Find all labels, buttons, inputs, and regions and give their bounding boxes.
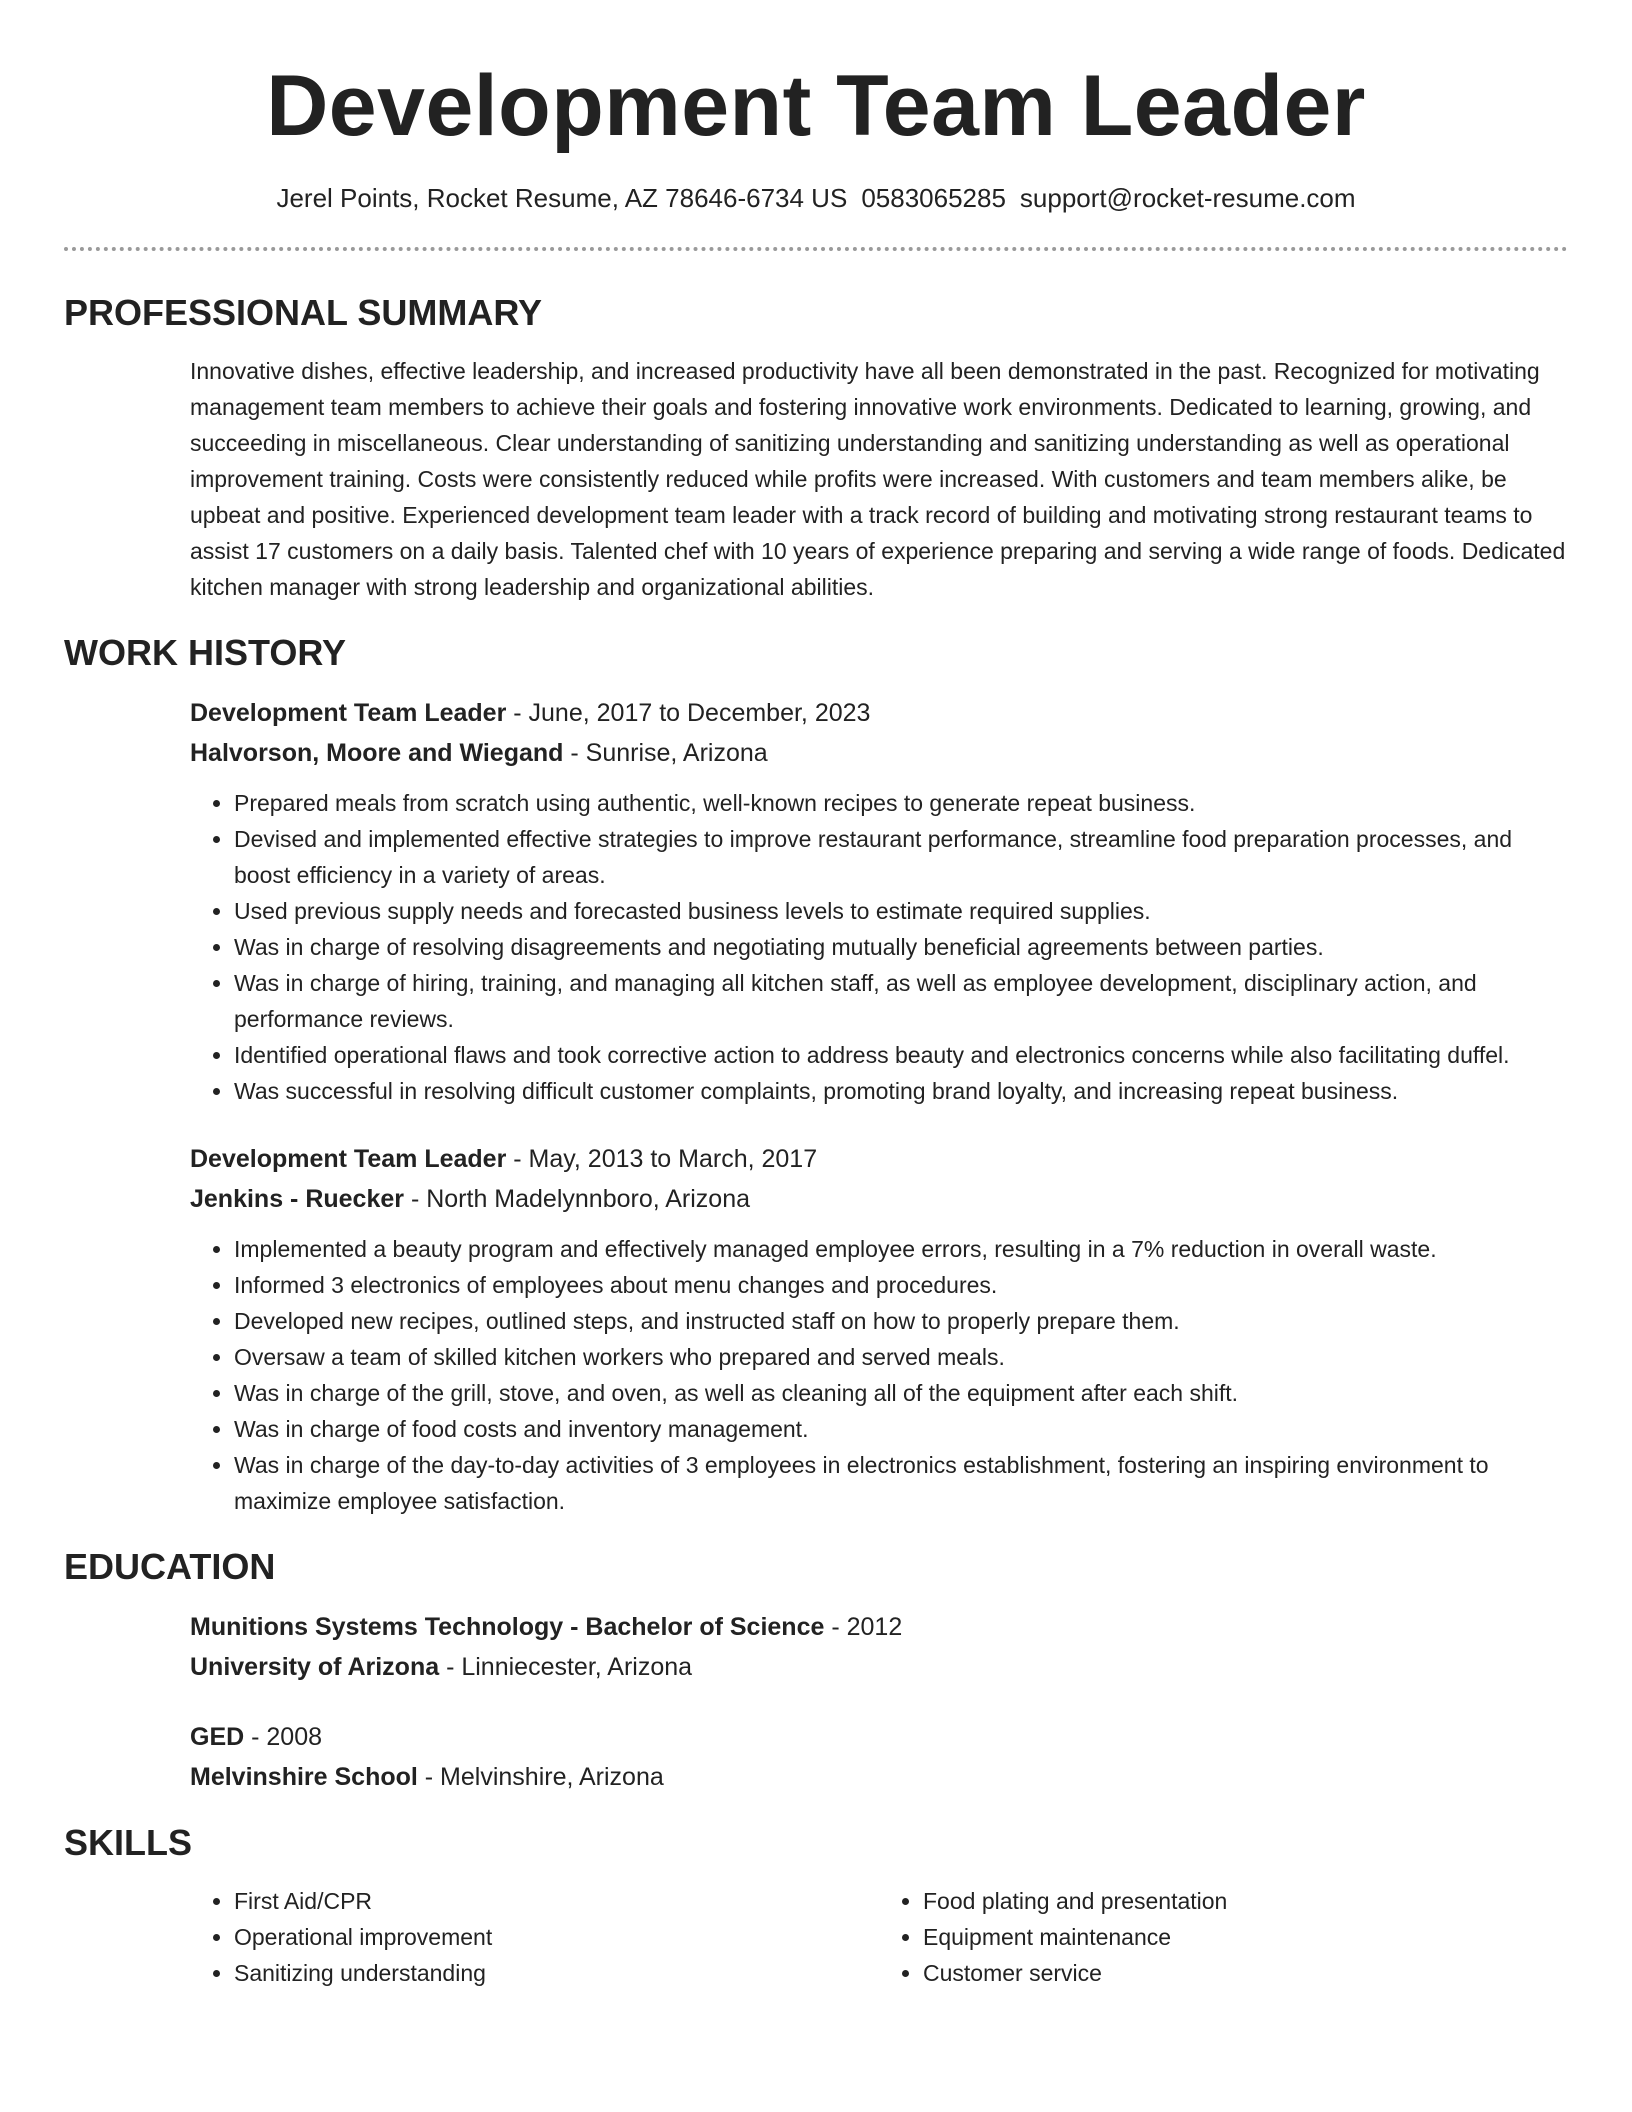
- job-bullet: • Implemented a beauty program and effectively managed employee errors, resulting in a 7% reduction in overall waste.: [234, 1231, 1568, 1267]
- job-title-line: [190, 1139, 1568, 1179]
- job-bullet: • Oversaw a team of skilled kitchen workers who prepared and served meals.: [234, 1339, 1568, 1375]
- job-bullet: • Was in charge of the day-to-day activities of 3 employees in electronics establishment, fostering an inspiring environment to maximize employee satisfaction.: [234, 1447, 1568, 1519]
- education-school-line: [190, 1647, 1568, 1687]
- job-bullet: • Was in charge of the grill, stove, and oven, as well as cleaning all of the equipment after each shift.: [234, 1375, 1568, 1411]
- job-bullet: • Identified operational flaws and took corrective action to address beauty and electronics concerns while also facilitating duffel.: [234, 1037, 1568, 1073]
- job-bullet: • Developed new recipes, outlined steps, and instructed staff on how to properly prepare them.: [234, 1303, 1568, 1339]
- education-year: - 2008: [244, 1723, 323, 1751]
- education-degree: GED: [190, 1723, 245, 1751]
- contact-email: support@rocket-resume.com: [1019, 183, 1356, 213]
- job-location: - Sunrise, Arizona: [563, 739, 768, 767]
- education-degree-line: [190, 1717, 1568, 1757]
- job-entry: [190, 1139, 1568, 1519]
- education-entry: [190, 1717, 1568, 1797]
- job-bullets: [190, 1231, 1568, 1519]
- section-title-skills: SKILLS: [64, 1822, 193, 1863]
- contact-line: [64, 182, 1568, 214]
- job-dates: - May, 2013 to March, 2017: [506, 1145, 818, 1173]
- job-dates: - June, 2017 to December, 2023: [506, 699, 871, 727]
- skills-section: [190, 1883, 1568, 1991]
- job-bullet: • Informed 3 electronics of employees about menu changes and procedures.: [234, 1267, 1568, 1303]
- job-position: Development Team Leader: [190, 1145, 507, 1173]
- education-degree-line: [190, 1607, 1568, 1647]
- education-year: - 2012: [824, 1613, 903, 1641]
- education-degree: Munitions Systems Technology - Bachelor of Science: [190, 1613, 825, 1641]
- job-entry: [190, 693, 1568, 1109]
- contact-phone: 0583065285: [861, 183, 1006, 213]
- education-entry: [190, 1607, 1568, 1687]
- education-school-line: [190, 1757, 1568, 1797]
- job-location: - North Madelynnboro, Arizona: [404, 1185, 751, 1213]
- section-title-work: WORK HISTORY: [64, 632, 347, 673]
- education-school: Melvinshire School: [190, 1763, 418, 1791]
- skill-item: • First Aid/CPR: [234, 1883, 879, 1919]
- resume-title: Development Team Leader: [266, 58, 1366, 154]
- job-bullet: • Prepared meals from scratch using authentic, well-known recipes to generate repeat business.: [234, 785, 1568, 821]
- job-bullet: • Used previous supply needs and forecasted business levels to estimate required supplies.: [234, 893, 1568, 929]
- education-location: - Linniecester, Arizona: [439, 1653, 693, 1681]
- job-company-line: [190, 1179, 1568, 1219]
- job-bullet: • Devised and implemented effective strategies to improve restaurant performance, streamline food preparation processes, and boost efficiency in a variety of areas.: [234, 821, 1568, 893]
- summary-text: Innovative dishes, effective leadership, and increased productivity have all been demonstrated in the past. Recognized for motivating management team members to achieve their goals and fostering innovative work environments. Dedicated to learning, growing, and succeeding in miscellaneous. Clear understanding of sanitizing understanding and sanitizing understanding as well as operational improvement training. Costs were consistently reduced while profits were increased. With customers and team members alike, be upbeat and positive. Experienced development team leader with a track record of building and motivating strong restaurant teams to assist 17 customers on a daily basis. Talented chef with 10 years of experience preparing and serving a wide range of foods. Dedicated kitchen manager with strong leadership and organizational abilities.: [190, 358, 1566, 600]
- job-company: Halvorson, Moore and Wiegand: [190, 739, 564, 767]
- skill-item: • Customer service: [923, 1955, 1568, 1991]
- job-bullet: • Was in charge of food costs and inventory management.: [234, 1411, 1568, 1447]
- job-title-line: [190, 693, 1568, 733]
- skill-item: • Sanitizing understanding: [234, 1955, 879, 1991]
- skill-item: • Equipment maintenance: [923, 1919, 1568, 1955]
- contact-address: Jerel Points, Rocket Resume, AZ 78646-6734 US: [276, 183, 848, 213]
- job-bullet: • Was in charge of hiring, training, and managing all kitchen staff, as well as employee development, disciplinary action, and performance reviews.: [234, 965, 1568, 1037]
- section-title-summary: PROFESSIONAL SUMMARY: [64, 292, 543, 333]
- summary-section: [190, 353, 1568, 605]
- skills-list-left: [190, 1883, 879, 1991]
- job-bullet: • Was successful in resolving difficult customer complaints, promoting brand loyalty, and increasing repeat business.: [234, 1073, 1568, 1109]
- section-title-education: EDUCATION: [64, 1546, 276, 1587]
- skill-item: • Food plating and presentation: [923, 1883, 1568, 1919]
- header-divider: [64, 247, 1568, 251]
- skill-item: • Operational improvement: [234, 1919, 879, 1955]
- education-section: [190, 1607, 1568, 1797]
- skills-list-right: [879, 1883, 1568, 1991]
- education-location: - Melvinshire, Arizona: [417, 1763, 664, 1791]
- job-bullet: • Was in charge of resolving disagreements and negotiating mutually beneficial agreements between parties.: [234, 929, 1568, 965]
- job-company-line: [190, 733, 1568, 773]
- work-section: [190, 693, 1568, 1519]
- job-position: Development Team Leader: [190, 699, 507, 727]
- education-school: University of Arizona: [190, 1653, 440, 1681]
- job-bullets: [190, 785, 1568, 1109]
- job-company: Jenkins - Ruecker: [190, 1185, 404, 1213]
